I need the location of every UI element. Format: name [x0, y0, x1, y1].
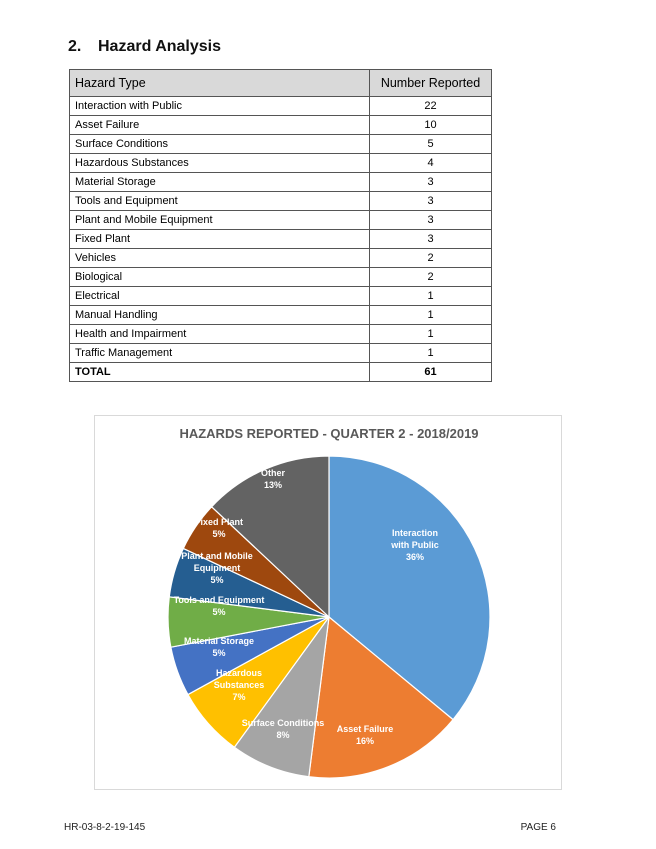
pie-slices — [168, 456, 490, 778]
hazard-type-cell: Manual Handling — [70, 306, 370, 325]
slice-label-surface-conditions: Surface Conditions 8% — [241, 718, 325, 740]
hazard-type-cell: Electrical — [70, 287, 370, 306]
count-cell: 3 — [370, 192, 492, 211]
section-title: Hazard Analysis — [98, 38, 222, 55]
table-row — [70, 268, 492, 287]
header-number-reported: Number Reported — [370, 70, 492, 97]
slice-label-interaction-with-public: Interaction with Public 36% — [391, 528, 439, 562]
hazard-type-cell: Vehicles — [70, 249, 370, 268]
table-header-row — [70, 70, 492, 97]
hazard-pie-chart — [94, 415, 562, 790]
hazard-type-cell: Traffic Management — [70, 344, 370, 363]
table-row — [70, 154, 492, 173]
section-heading — [68, 38, 221, 56]
hazard-type-cell: Hazardous Substances — [70, 154, 370, 173]
document-reference: HR-03-8-2-19-145 — [64, 822, 146, 833]
hazard-type-cell: Biological — [70, 268, 370, 287]
table-row — [70, 344, 492, 363]
table-row — [70, 325, 492, 344]
count-cell: 2 — [370, 249, 492, 268]
count-cell: 1 — [370, 287, 492, 306]
count-cell: 3 — [370, 173, 492, 192]
table-row — [70, 116, 492, 135]
count-cell: 22 — [370, 97, 492, 116]
total-label: TOTAL — [70, 363, 370, 382]
table-row — [70, 173, 492, 192]
count-cell: 1 — [370, 325, 492, 344]
table-row — [70, 192, 492, 211]
total-value: 61 — [370, 363, 492, 382]
slice-label-tools-and-equipment: Tools and Equipment 5% — [173, 595, 265, 617]
count-cell: 1 — [370, 344, 492, 363]
hazard-type-cell: Fixed Plant — [70, 230, 370, 249]
table-row — [70, 97, 492, 116]
table-row — [70, 287, 492, 306]
hazard-type-cell: Material Storage — [70, 173, 370, 192]
count-cell: 1 — [370, 306, 492, 325]
hazard-type-cell: Asset Failure — [70, 116, 370, 135]
hazard-type-cell: Tools and Equipment — [70, 192, 370, 211]
hazard-type-cell: Interaction with Public — [70, 97, 370, 116]
hazard-type-cell: Health and Impairment — [70, 325, 370, 344]
count-cell: 10 — [370, 116, 492, 135]
table-row — [70, 230, 492, 249]
table-row — [70, 211, 492, 230]
page-number: PAGE 6 — [520, 822, 556, 833]
count-cell: 3 — [370, 211, 492, 230]
count-cell: 4 — [370, 154, 492, 173]
header-hazard-type: Hazard Type — [70, 70, 370, 97]
slice-label-other: Other 13% — [260, 468, 286, 490]
slice-label-hazardous-substances: Hazardous Substances 7% — [213, 668, 265, 702]
pie-chart-svg — [95, 416, 563, 791]
slice-label-fixed-plant: Fixed Plant 5% — [194, 517, 244, 539]
table-row — [70, 249, 492, 268]
count-cell: 3 — [370, 230, 492, 249]
hazard-type-cell: Plant and Mobile Equipment — [70, 211, 370, 230]
chart-title: HAZARDS REPORTED - QUARTER 2 - 2018/2019 — [179, 426, 479, 441]
hazard-table — [69, 69, 492, 382]
hazard-type-cell: Surface Conditions — [70, 135, 370, 154]
total-row — [70, 363, 492, 382]
count-cell: 2 — [370, 268, 492, 287]
table-row — [70, 306, 492, 325]
slice-label-asset-failure: Asset Failure 16% — [336, 724, 394, 746]
count-cell: 5 — [370, 135, 492, 154]
table-row — [70, 135, 492, 154]
section-number: 2. — [68, 38, 82, 55]
slice-label-plant-and-mobile-equipment: Plant and Mobile Equipment 5% — [181, 551, 253, 585]
slice-label-material-storage: Material Storage 5% — [183, 636, 255, 658]
